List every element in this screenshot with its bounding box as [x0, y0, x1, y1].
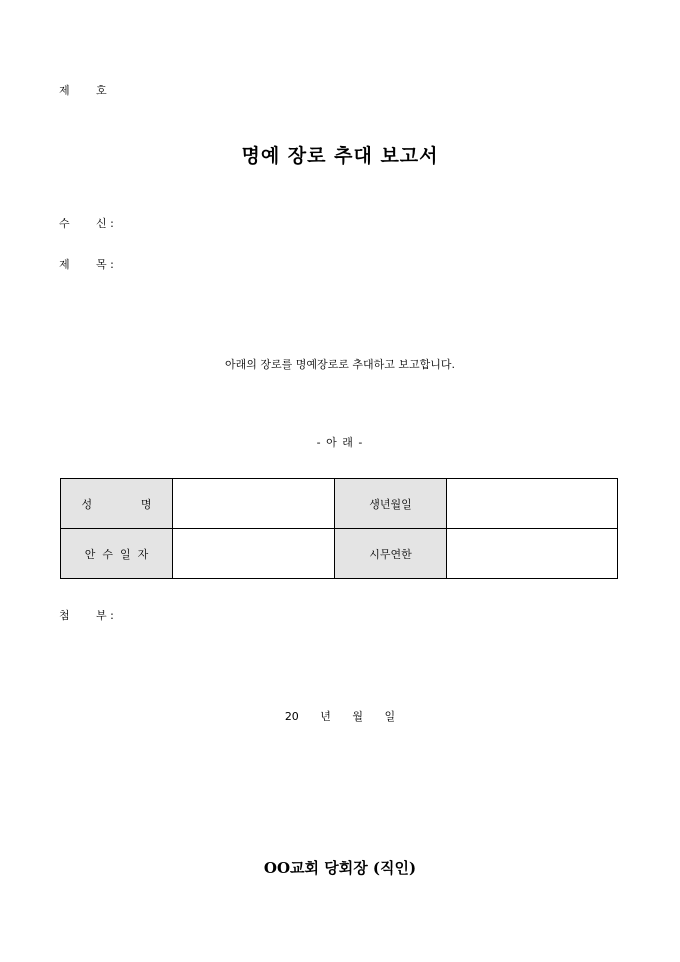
- name-header-text: 성 명: [81, 497, 152, 511]
- recipient-label-1: 수: [59, 217, 70, 230]
- doc-number-label: 제: [59, 84, 70, 97]
- service-years-value[interactable]: [447, 529, 618, 579]
- doc-number-row: [59, 82, 107, 98]
- ordination-date-header-text: 안수일자: [84, 547, 156, 561]
- table-row: [61, 529, 618, 579]
- intro-text: 아래의 장로를 명예장로로 추대하고 보고합니다.: [224, 358, 455, 371]
- recipient-label-2: 신 :: [96, 217, 114, 230]
- attachment-row: [59, 607, 114, 623]
- subject-label-2: 목 :: [96, 258, 114, 271]
- name-value[interactable]: [173, 479, 335, 529]
- info-table: [60, 478, 618, 579]
- signer: OO교회 당회장 (직인): [263, 859, 417, 877]
- birthdate-value[interactable]: [447, 479, 618, 529]
- section-marker: - 아 래 -: [316, 436, 364, 449]
- name-header: [61, 479, 173, 529]
- recipient-row: [59, 215, 114, 231]
- subject-row: [59, 256, 114, 272]
- ordination-date-header: [61, 529, 173, 579]
- subject-label-1: 제: [59, 258, 70, 271]
- ordination-date-value[interactable]: [173, 529, 335, 579]
- doc-number-suffix: 호: [96, 84, 107, 97]
- attachment-label-1: 첨: [59, 609, 70, 622]
- date-line: 20 년 월 일: [284, 710, 396, 723]
- attachment-label-2: 부 :: [96, 609, 114, 622]
- table-row: [61, 479, 618, 529]
- service-years-header: 시무연한: [335, 529, 447, 579]
- birthdate-header: 생년월일: [335, 479, 447, 529]
- document-title: 명예 장로 추대 보고서: [241, 145, 439, 167]
